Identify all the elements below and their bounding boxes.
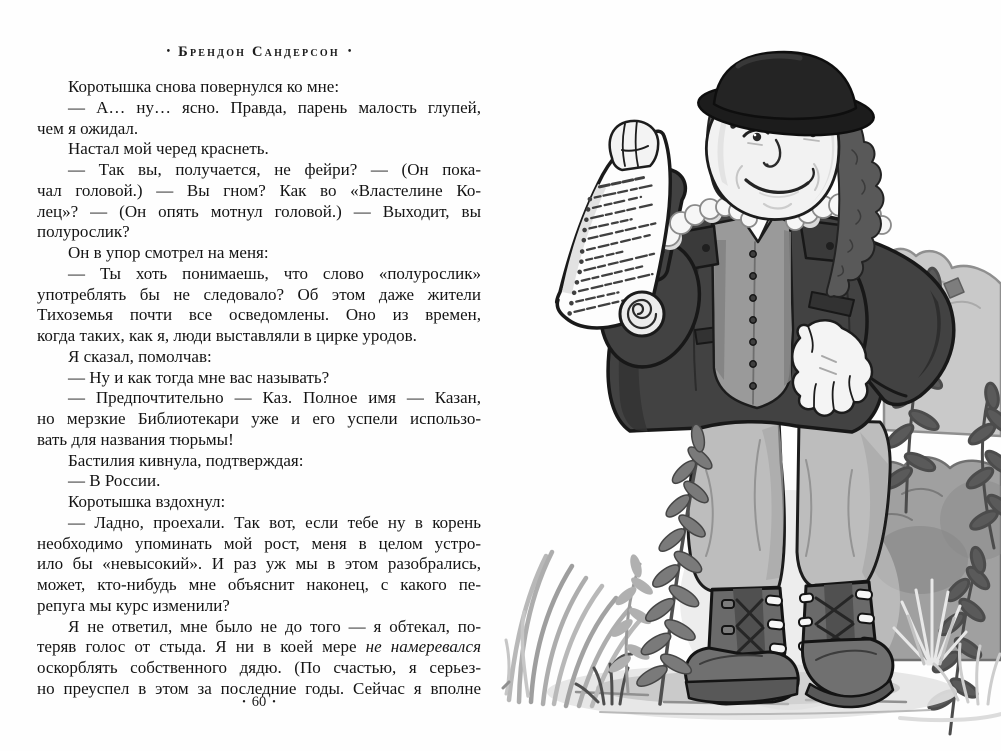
text-line: вать для названия тюрьмы! xyxy=(37,429,234,449)
text-line: — В России. xyxy=(68,471,161,491)
text-line: — Ну и как тогда мне вас называть? xyxy=(68,367,330,387)
text-line: Я сказал, помолчав: xyxy=(68,346,212,366)
text-line: может, кто-нибудь мне объяснит наконец, с какого пе- xyxy=(37,575,481,594)
text-line: когда таких, как я, люди выставляли в цирке уродов. xyxy=(37,326,417,345)
page-number xyxy=(37,694,481,711)
text-line: ило бы «невысокий». И раз уж мы в этом разобрались, xyxy=(37,554,481,574)
folio-number: 60 xyxy=(251,694,267,710)
illustration-kaz xyxy=(497,0,1001,751)
text-line xyxy=(37,637,481,658)
header-ornament-right: • xyxy=(347,46,352,57)
scroll xyxy=(553,121,671,336)
text-line: — Ты хоть понимаешь, что слово «полурослик» xyxy=(68,263,481,283)
emphasized-text: не намеревался xyxy=(365,637,481,657)
gripping-hand xyxy=(610,121,659,170)
vest-and-shirt xyxy=(712,196,793,408)
folio-ornament-left: • xyxy=(242,697,246,708)
text-line: репуга мы курс изменили? xyxy=(37,595,230,615)
text-line: Коротышка вздохнул: xyxy=(68,492,226,511)
text-line: Настал мой черед краснеть. xyxy=(68,139,269,159)
running-header xyxy=(37,44,481,61)
text-segment: теряв голос от стыда. Я ни в коей мере xyxy=(37,637,366,657)
body-text xyxy=(37,77,481,700)
folio-ornament-right: • xyxy=(272,697,276,708)
text-line: но преуспел в этом за последние годы. Сейчас я вполне xyxy=(37,678,481,698)
text-line: необходимо упоминать мой рост, меня в целом устро- xyxy=(37,533,481,553)
text-line: — Ладно, проехали. Так вот, если тебе ну в корень xyxy=(68,512,481,532)
text-line: чем я ожидал. xyxy=(37,118,139,138)
text-line: но мерзкие Библиотекари уже и его успели использо- xyxy=(37,409,481,428)
text-line: — А… ну… ясно. Правда, парень малость глупей, xyxy=(68,97,481,117)
header-ornament-left: • xyxy=(166,46,171,57)
running-header-title: Брендон Сандерсон xyxy=(178,44,340,60)
text-line: лец»? — (Он опять мотнул головой.) — Выходит, вы xyxy=(37,201,481,221)
scroll-roll xyxy=(620,292,664,336)
text-line: Тихоземья почти все осведомлены. Оно из времен, xyxy=(37,305,481,325)
eye-left xyxy=(753,133,761,141)
text-line: чал головой.) — Вы гном? Как во «Властелине Ко- xyxy=(37,180,481,200)
text-line: Он в упор смотрел на меня: xyxy=(68,243,269,262)
text-line: оскорблять собственного дядю. (По счастью, я серьез- xyxy=(37,658,481,677)
text-line: употреблять бы не следовало? Об этом даже жители xyxy=(37,284,481,304)
text-line: — Предпочтительно — Каз. Полное имя — Казан, xyxy=(68,388,481,408)
text-line: Коротышка снова повернулся ко мне: xyxy=(68,77,340,96)
text-line: — Так вы, получается, не фейри? — (Он пока- xyxy=(68,160,481,179)
text-line: Бастилия кивнула, подтверждая: xyxy=(68,450,304,470)
text-line: полурослик? xyxy=(37,222,130,242)
text-line: Я не ответил, мне было не до того — я обтекал, по- xyxy=(68,616,481,636)
